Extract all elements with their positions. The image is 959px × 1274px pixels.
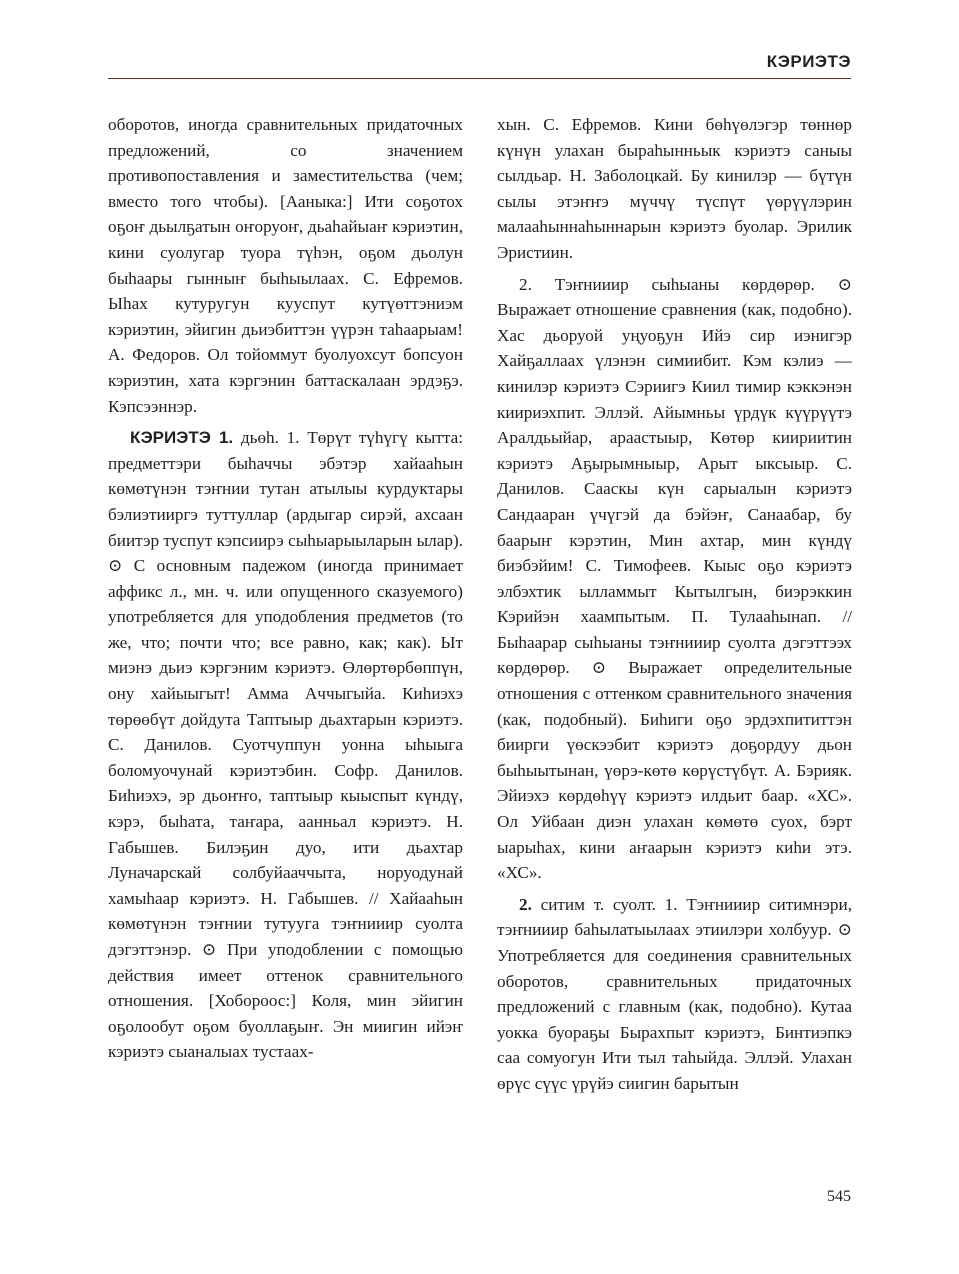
running-head: КЭРИЭТЭ (766, 52, 851, 71)
header-rule (108, 78, 851, 79)
right-paragraph-1: хын. С. Ефремов. Кини бөһүөлэгэр төннөр күнүн улахан быраһынньык кэриэтэ саныы сылдьар. Н. Заболоцкай. Бу кинилэр — бүтүн сылы этэҥҥэ мүччү түспүт үөрүүлэрин малааһыннаһыннарын кэриэтэ буолар. Эрилик Эристиин. (497, 115, 852, 262)
entry-kerieete-2 (497, 892, 852, 1097)
page-number: 545 (827, 1188, 851, 1205)
entry-body: ситим т. суолт. 1. Тэҥнииир ситимнэри, тэҥнииир баһылатыылаах этиилэри холбуур. ⊙ Употребляется для соединения сравнительных оборотов, сравнительных придаточных предложений с главным (как, подобно). Кутаа уокка буораҕы Бырахпыт кэриэтэ, Бинтиэпкэ саа сомуогун Ити тыл таһыйда. Эллэй. Улахан өрүс сүүс үрүйэ сиигин барытын (497, 894, 852, 1093)
right-paragraph-2: 2. Тэҥнииир сыһыаны көрдөрөр. ⊙ Выражает отношение сравнения (как, подобно). Хас дьоруой уңуоҕун Ийэ сир иэнигэр Хайҕаллаах үлэнэн симиибит. Кэм кэлиэ — кинилэр кэриэтэ Сэриигэ Киил тимир кэккэнэн киириэхпит. Эллэй. Айымньы үрдүк күүрүүтэ Аралдьыйар, араастыыр, Көтөр киириитин кэриэтэ Аҕырымныыр, Арыт ыксыыр. С. Данилов. Сааскы күн сарыалын кэриэтэ Сандааран үчүгэй да бэйэҥ, Санаабар, бу баарыҥ кэрэтин, Мин ахтар, мин күндү биэбэйим! С. Тимофеев. Кыыс оҕо кэриэтэ элбэхтик ылламмыт Кытылгын, биэрэккин Кэрийэн хаампытым. П. Тулааһынап. // Быһаарар сыһыаны тэҥнииир суолта дэгэттээх көрдөрөр. ⊙ Выражает определительные отношения с оттенком сравнительного значения (как, подобный). Биһиги оҕо эрдэхпититтэн биирги үөскээбит кэриэтэ доҕордуу дьон быһыытынан, үөрэ-көтө көрүстүбүт. А. Бэрияк. Эйиэхэ көрдөһүү кэриэтэ илдьит баар. «ХС». Ол Уйбаан диэн улахан көмөтө суох, бэрт ыарыһах, кини аҥаарын кэриэтэ киһи этэ. «ХС». (497, 274, 852, 883)
right-column (497, 112, 852, 1097)
entry-number: 2. (519, 894, 532, 914)
entry-headword: КЭРИЭТЭ 1. (130, 428, 234, 448)
entry-body: дьөһ. 1. Төрүт түһүгү кытта: предметтэри быһаччы эбэтэр хайааһын көмөтүнэн тэҥнии тутан атылыы курдуктары бэлиэтииргэ туттуллар (ардыгар сирэй, ахсаан биитэр туспут кэпсиирэ сыһыарыыларын ылар). ⊙ С основным падежом (иногда принимает аффикс л., мн. ч. или опущенного сказуемого) употребляется для уподобления предметов (то же, что; почти что; все равно, как; как). Ыт миэнэ дьиэ кэргэним кэриэтэ. Өлөртөрбөппүн, ону хайыыгыт! Амма Аччыгыйа. Киһиэхэ төрөөбүт дойдута Таптыыр дьахтарын кэриэтэ. С. Данилов. Суотчуппун уонна ыһыыга боломуочунай кэриэтэбин. Софр. Данилов. Биһиэхэ, эр дьоҥҥо, таптыыр кыыспыт күндү, кэрэ, быһата, таҥара, аанньал кэриэтэ. Н. Габышев. Билэҕин дуо, ити дьахтар Луначарскай солбуйааччыта, норуодунай хамыһаар кэриэтэ. Н. Габышев. // Хайааһын көмөтүнэн тэҥнии тутууга тэҥнииир суолта дэгэттэнэр. ⊙ При уподоблении с помощью действия имеет оттенок сравнительного отношения. [Хобороос:] Коля, мин эйигин оҕолообут оҕом буоллаҕыҥ. Эн миигин ийэҥ кэриэтэ сыаналыах тустаах- (108, 428, 463, 1062)
left-paragraph-1: оборотов, иногда сравнительных придаточных предложений, со значением противопоставления и заместительства (чем; вместо того чтобы). [Ааныка:] Ити соҕотох оҕоҥ дьылҕатын оҥоруоҥ, дьаһайыаҥ кэриэтин, кини суолугар туора түһэн, оҕом дьолун быһаары гынныҥ быһыылаах. С. Ефремов. Ыһах кутуругун кууспут кутүөттэниэм кэриэтин, эйигин дьиэбиттэн үүрэн таһаарыам! А. Федоров. Ол тойоммут буолуохсут бопсуон кэриэтин, хата кэргэнин баттаскалаан эрдэҕэ. Кэпсээннэр. (108, 115, 463, 416)
entry-kerieete-1 (108, 425, 463, 1065)
left-column (108, 112, 463, 1065)
